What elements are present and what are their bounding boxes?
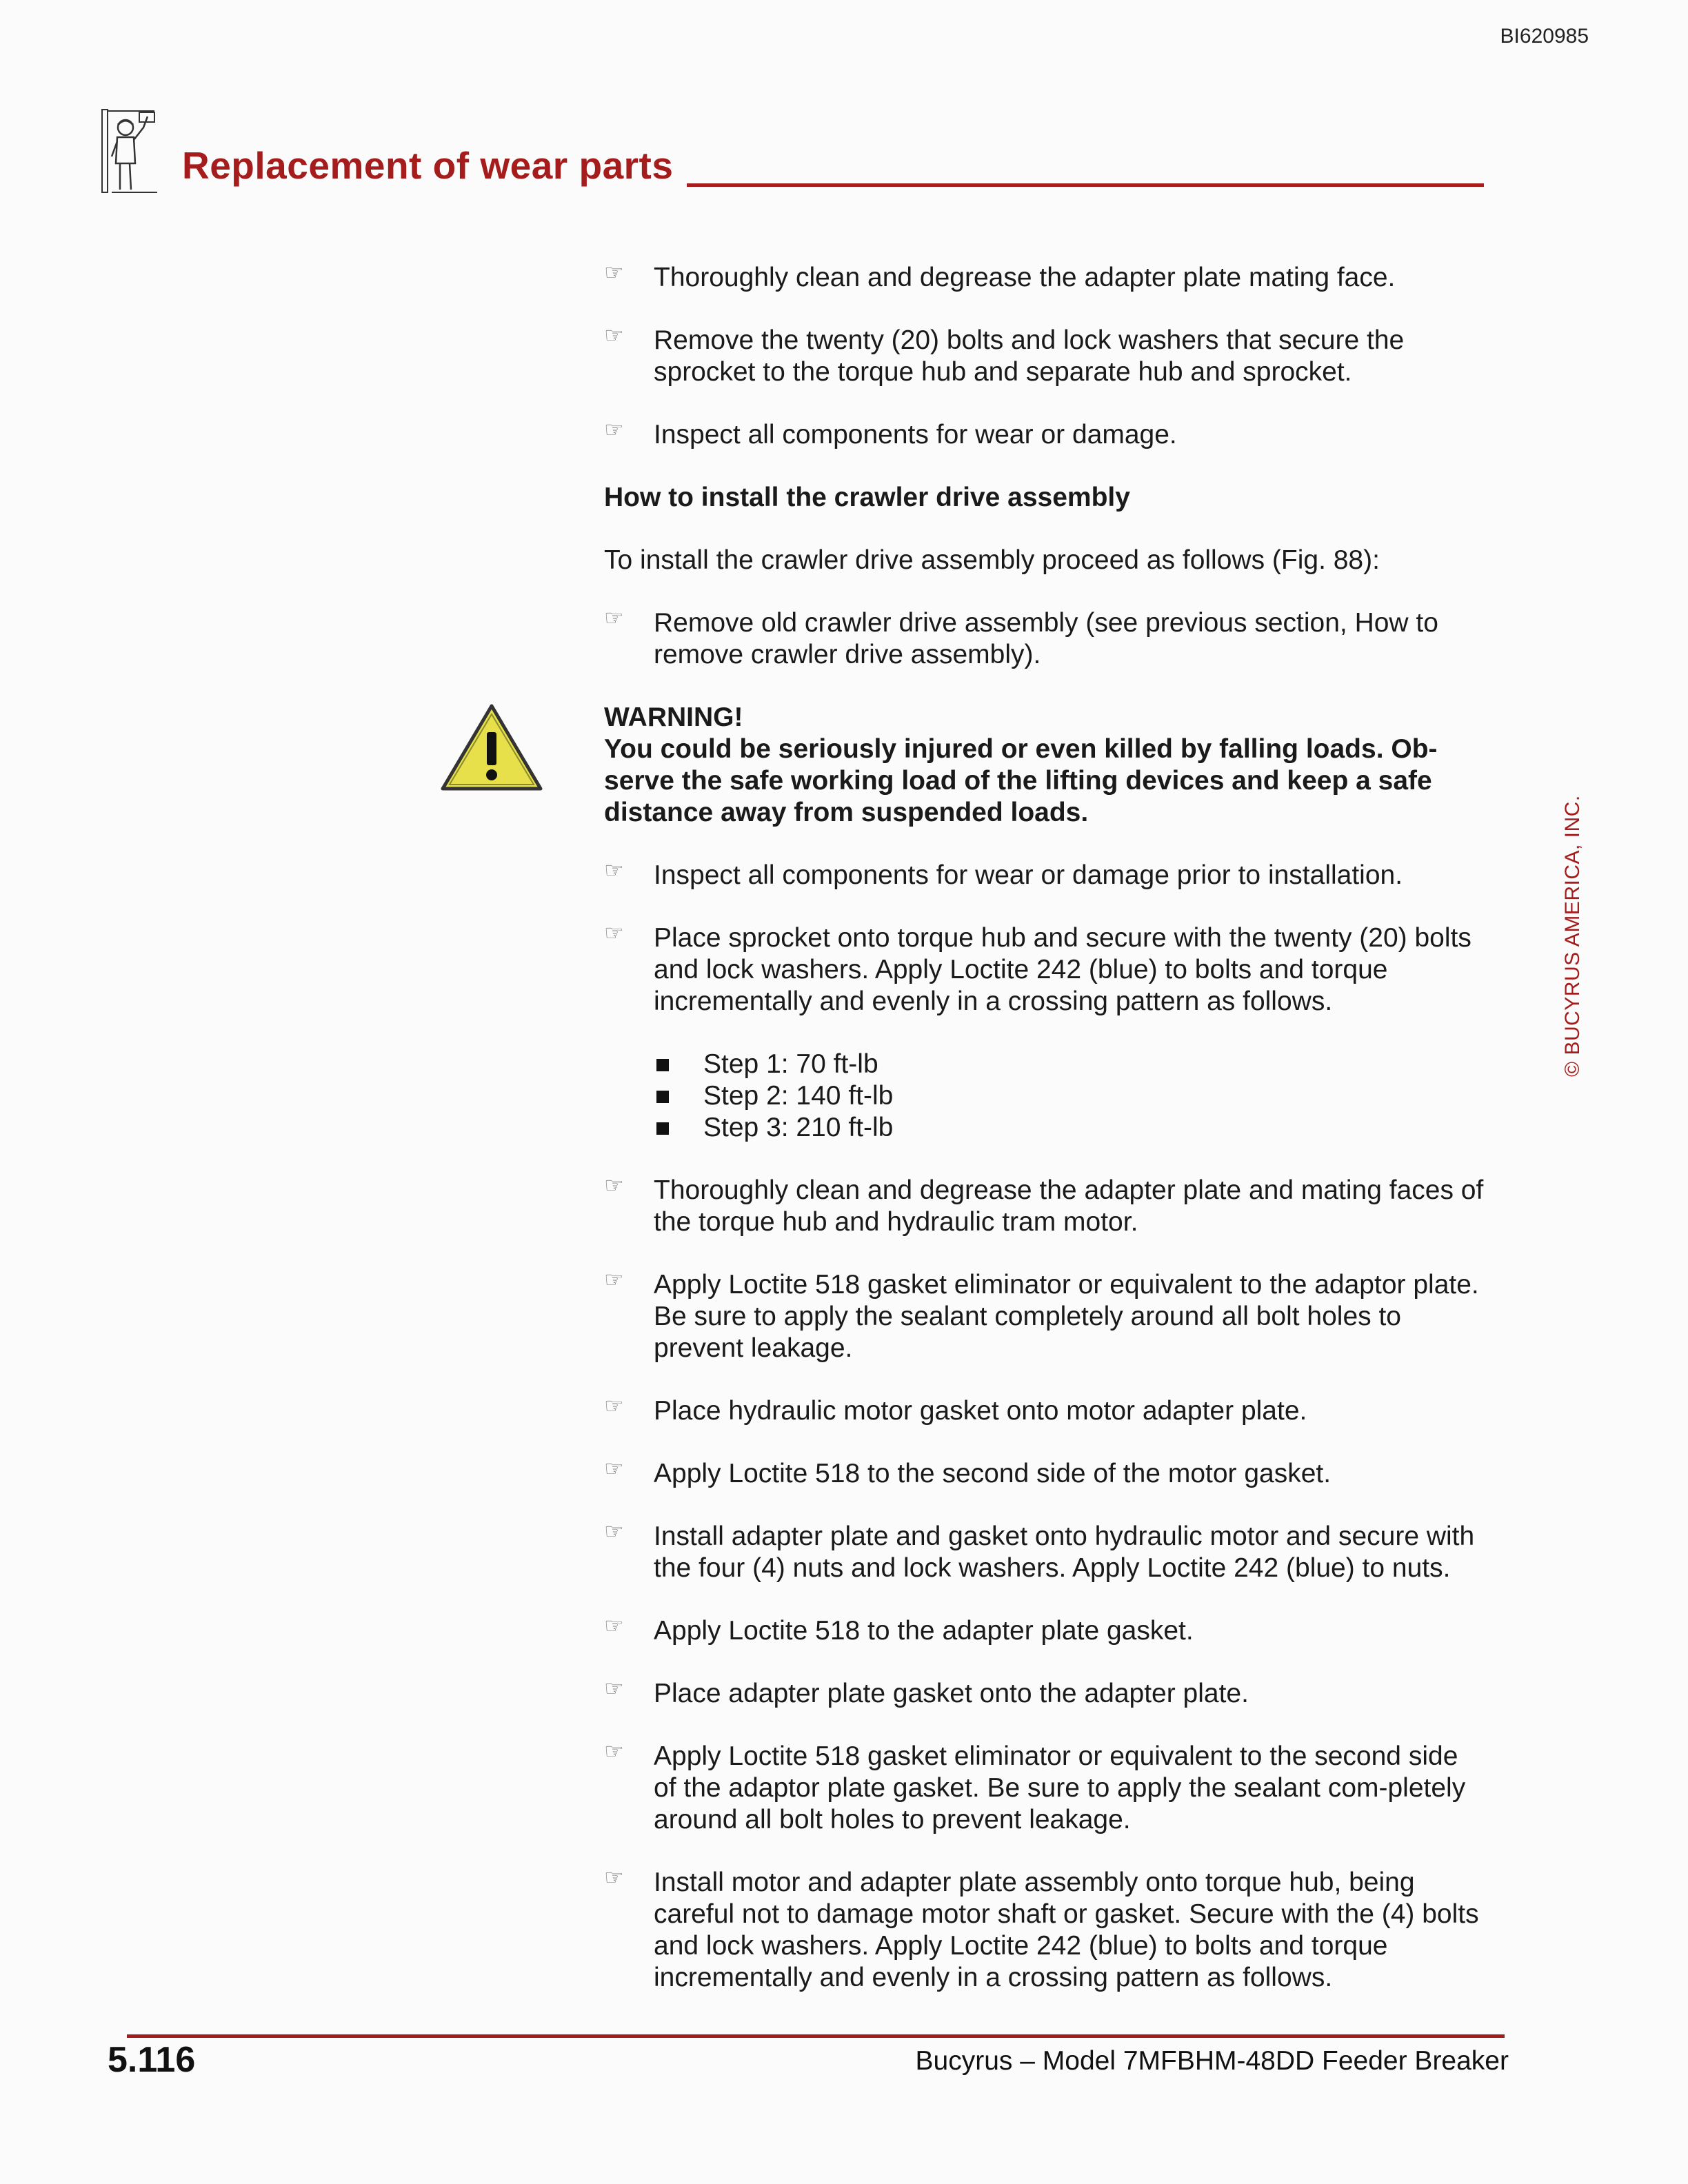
section-title: Replacement of wear parts [182, 144, 674, 187]
pointing-hand-icon: ☞ [604, 858, 624, 882]
list-item [604, 1458, 1487, 1490]
pointing-hand-icon: ☞ [604, 1173, 624, 1197]
list-item [604, 262, 1487, 294]
copyright-notice: © BUCYRUS AMERICA, INC. [1561, 795, 1584, 1077]
technician-at-work-icon [99, 107, 159, 196]
document-id: BI620985 [1500, 25, 1589, 48]
pointing-hand-icon: ☞ [604, 1393, 624, 1418]
pointing-hand-icon: ☞ [604, 1519, 624, 1544]
list-item-text: Apply Loctite 518 to the second side of the motor gasket. [654, 1459, 1332, 1488]
pointing-hand-icon: ☞ [604, 1613, 624, 1638]
warning-text: You could be seriously injured or even killed by falling loads. Ob-serve the safe working load of the lifting devices and keep a safe distance away from suspended loads. [604, 734, 1438, 827]
pointing-hand-icon: ☞ [604, 920, 624, 945]
list-item [604, 325, 1487, 388]
square-bullet-icon [656, 1122, 669, 1135]
warning-title: WARNING! [604, 702, 743, 732]
intro-paragraph: To install the crawler drive assembly proceed as follows (Fig. 88): [604, 545, 1380, 575]
list-item-text: Remove old crawler drive assembly (see previous section, How to remove crawler drive assembly). [654, 608, 1438, 669]
pointing-hand-icon: ☞ [604, 260, 624, 285]
list-item-text: Place adapter plate gasket onto the adapter plate. [654, 1679, 1249, 1708]
list-item-text: Apply Loctite 518 gasket eliminator or equivalent to the adaptor plate. Be sure to apply the sealant completely around all bolt holes to prevent leakage. [654, 1270, 1479, 1363]
torque-step [654, 1080, 1487, 1112]
list-item-text: Place sprocket onto torque hub and secure with the twenty (20) bolts and lock washers. Apply Loctite 242 (blue) to bolts and torque incrementally and evenly in a crossing pattern as follows. [654, 923, 1471, 1016]
list-item [604, 419, 1487, 451]
list-item-text: Remove the twenty (20) bolts and lock washers that secure the sprocket to the torque hub and separate hub and sprocket. [654, 325, 1405, 387]
list-item [604, 1521, 1487, 1584]
pointing-hand-icon: ☞ [604, 417, 624, 442]
list-item [604, 1269, 1487, 1364]
list-item-text: Inspect all components for wear or damage prior to installation. [654, 860, 1403, 890]
pointing-hand-icon: ☞ [604, 323, 624, 347]
list-item [604, 1678, 1487, 1710]
list-item-text: Install motor and adapter plate assembly onto torque hub, being careful not to damage motor shaft or gasket. Secure with the (4) bolts and lock washers. Apply Loctite 242 (blue) to bolts and torque incrementally and evenly in a crossing pattern as follows. [654, 1868, 1479, 1992]
list-item-text: Install adapter plate and gasket onto hydraulic motor and secure with the four (4) nuts and lock washers. Apply Loctite 242 (blue) to nuts. [654, 1521, 1475, 1583]
torque-steps-list [654, 1018, 1487, 1144]
square-bullet-icon [656, 1091, 669, 1103]
list-item [604, 607, 1487, 671]
list-item [604, 1615, 1487, 1647]
list-item [604, 922, 1487, 1018]
list-item-text: Apply Loctite 518 gasket eliminator or equivalent to the second side of the adaptor plate gasket. Be sure to apply the sealant com-pletely around all bolt holes to prevent leakage. [654, 1741, 1466, 1834]
footer-title: Bucyrus – Model 7MFBHM-48DD Feeder Breaker [915, 2046, 1509, 2076]
list-item [604, 1175, 1487, 1238]
square-bullet-icon [656, 1059, 669, 1071]
warning-block [604, 702, 1487, 829]
list-item-text: Place hydraulic motor gasket onto motor adapter plate. [654, 1396, 1307, 1426]
torque-step [654, 1049, 1487, 1080]
pointing-hand-icon: ☞ [604, 1456, 624, 1481]
list-item [604, 860, 1487, 891]
list-item-text: Apply Loctite 518 to the adapter plate gasket. [654, 1616, 1194, 1646]
torque-step-text: Step 2: 140 ft-lb [703, 1081, 894, 1111]
torque-step-text: Step 3: 210 ft-lb [703, 1113, 894, 1142]
torque-step [654, 1112, 1487, 1144]
pointing-hand-icon: ☞ [604, 1865, 624, 1890]
list-item [604, 1867, 1487, 1994]
pointing-hand-icon: ☞ [604, 1739, 624, 1763]
pointing-hand-icon: ☞ [604, 1676, 624, 1701]
torque-step-text: Step 1: 70 ft-lb [703, 1049, 878, 1079]
subsection-heading: How to install the crawler drive assembly [604, 483, 1130, 512]
title-underline [687, 183, 1484, 187]
pointing-hand-icon: ☞ [604, 1267, 624, 1292]
footer-rule [127, 2034, 1505, 2038]
pointing-hand-icon: ☞ [604, 605, 624, 630]
list-item [604, 1395, 1487, 1427]
list-item [604, 1741, 1487, 1836]
warning-triangle-icon [439, 702, 545, 794]
page-number: 5.116 [108, 2040, 196, 2080]
list-item-text: Inspect all components for wear or damage. [654, 420, 1177, 449]
list-item-text: Thoroughly clean and degrease the adapter plate and mating faces of the torque hub and hydraulic tram motor. [654, 1175, 1484, 1237]
list-item-text: Thoroughly clean and degrease the adapter plate mating face. [654, 263, 1396, 292]
main-content [604, 262, 1487, 2025]
